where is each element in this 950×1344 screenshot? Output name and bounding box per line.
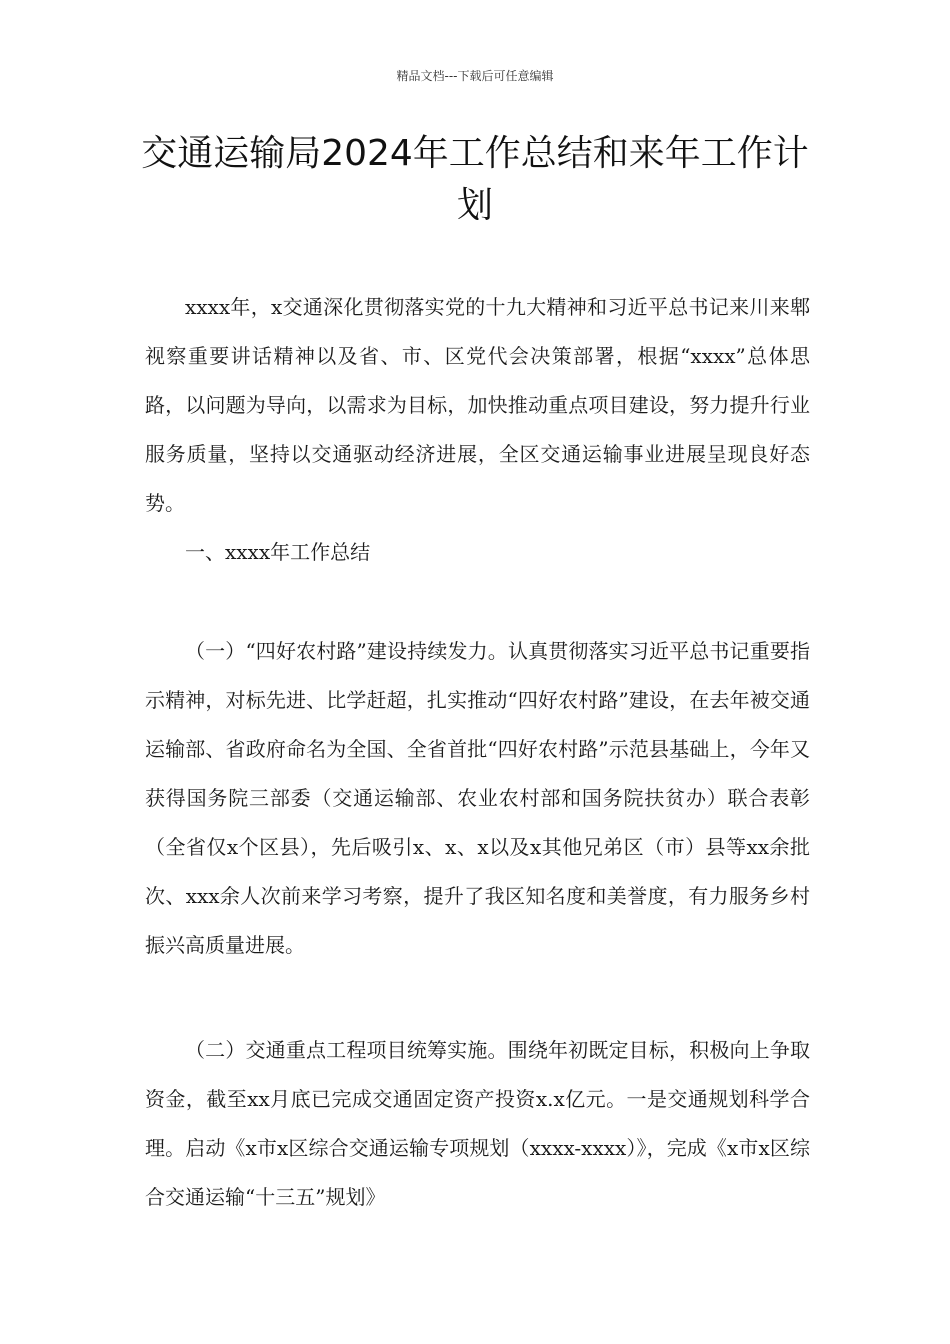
- section-heading: 一、xxxx年工作总结: [185, 540, 371, 564]
- intro-paragraph: xxxx年，x交通深化贯彻落实党的十九大精神和习近平总书记来川来郫视察重要讲话精神以及省、市、区党代会决策部署，根据“xxxx”总体思路，以问题为导向，以需求为目标，加快推动重点项目建设，努力提升行业服务质量，坚持以交通驱动经济进展，全区交通运输事业进展呈现良好态势。: [145, 295, 810, 515]
- section-heading-block: [145, 528, 810, 577]
- paragraph-1: （一）“四好农村路”建设持续发力。认真贯彻落实习近平总书记重要指示精神，对标先进、比学赶超，扎实推动“四好农村路”建设，在去年被交通运输部、省政府命名为全国、全省首批“四好农村路”示范县基础上，今年又获得国务院三部委（交通运输部、农业农村部和国务院扶贫办）联合表彰（全省仅x个区县），先后吸引x、x、x以及x其他兄弟区（市）县等xx余批次、xxx余人次前来学习考察，提升了我区知名度和美誉度，有力服务乡村振兴高质量进展。: [145, 639, 810, 957]
- paragraph-1-block: [145, 627, 810, 970]
- paragraph-2: （二）交通重点工程项目统筹实施。围绕年初既定目标，积极向上争取资金，截至xx月底已完成交通固定资产投资x.x亿元。一是交通规划科学合理。启动《x市x区综合交通运输专项规划（xxxx-xxxx）》，完成《x市x区综合交通运输“十三五”规划》: [145, 1038, 810, 1209]
- document-title: 交通运输局2024年工作总结和来年工作计划: [141, 133, 809, 226]
- paragraph-2-block: [145, 1026, 810, 1222]
- intro-block: [145, 283, 810, 528]
- header-note: 精品文档---下载后可任意编辑: [396, 69, 554, 83]
